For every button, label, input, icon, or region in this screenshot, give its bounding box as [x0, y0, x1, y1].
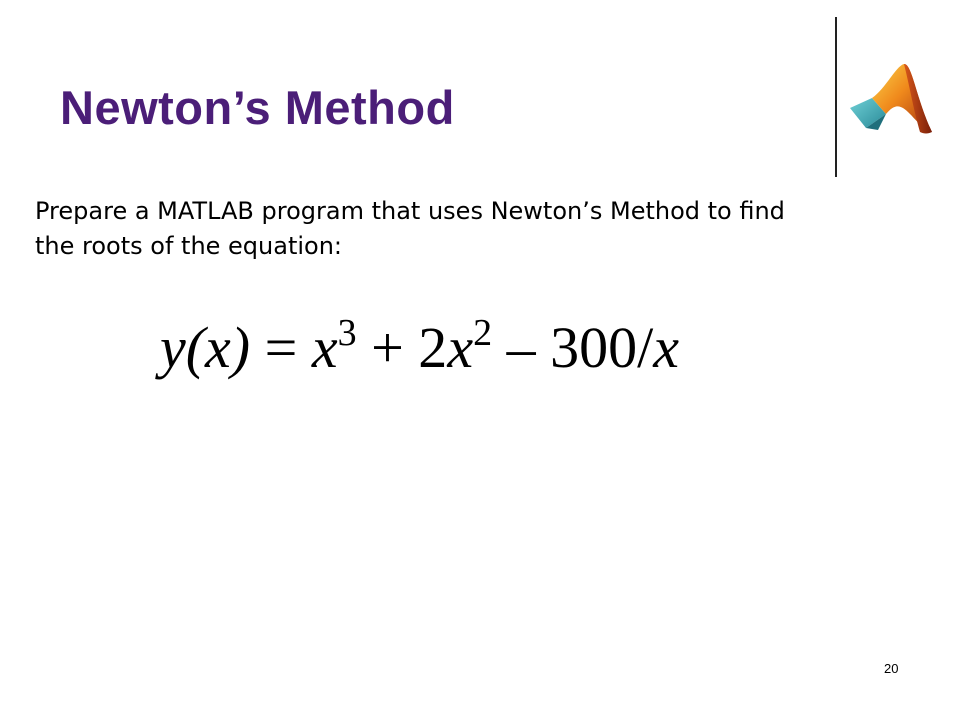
- page-number: 20: [884, 661, 899, 676]
- matlab-logo-icon: [842, 58, 938, 148]
- equation-equals: =: [250, 315, 312, 380]
- equation: [160, 308, 679, 395]
- slide-body-text: [35, 194, 935, 264]
- equation-term3-var: x: [653, 315, 679, 380]
- body-line-2: the roots of the equation:: [35, 232, 343, 260]
- equation-minus: – 300/: [492, 315, 654, 380]
- body-line-1: Prepare a MATLAB program that uses Newton’s Method to find: [35, 197, 785, 225]
- equation-term2-var: x: [447, 315, 474, 380]
- equation-plus: + 2: [356, 315, 448, 380]
- slide-title: Newton’s Method: [60, 81, 455, 134]
- divider-line: [835, 17, 837, 177]
- equation-term2-exponent: 2: [473, 312, 493, 354]
- equation-term1-var: x: [311, 315, 338, 380]
- equation-term1-exponent: 3: [337, 312, 357, 354]
- equation-lhs: y(x): [160, 315, 251, 380]
